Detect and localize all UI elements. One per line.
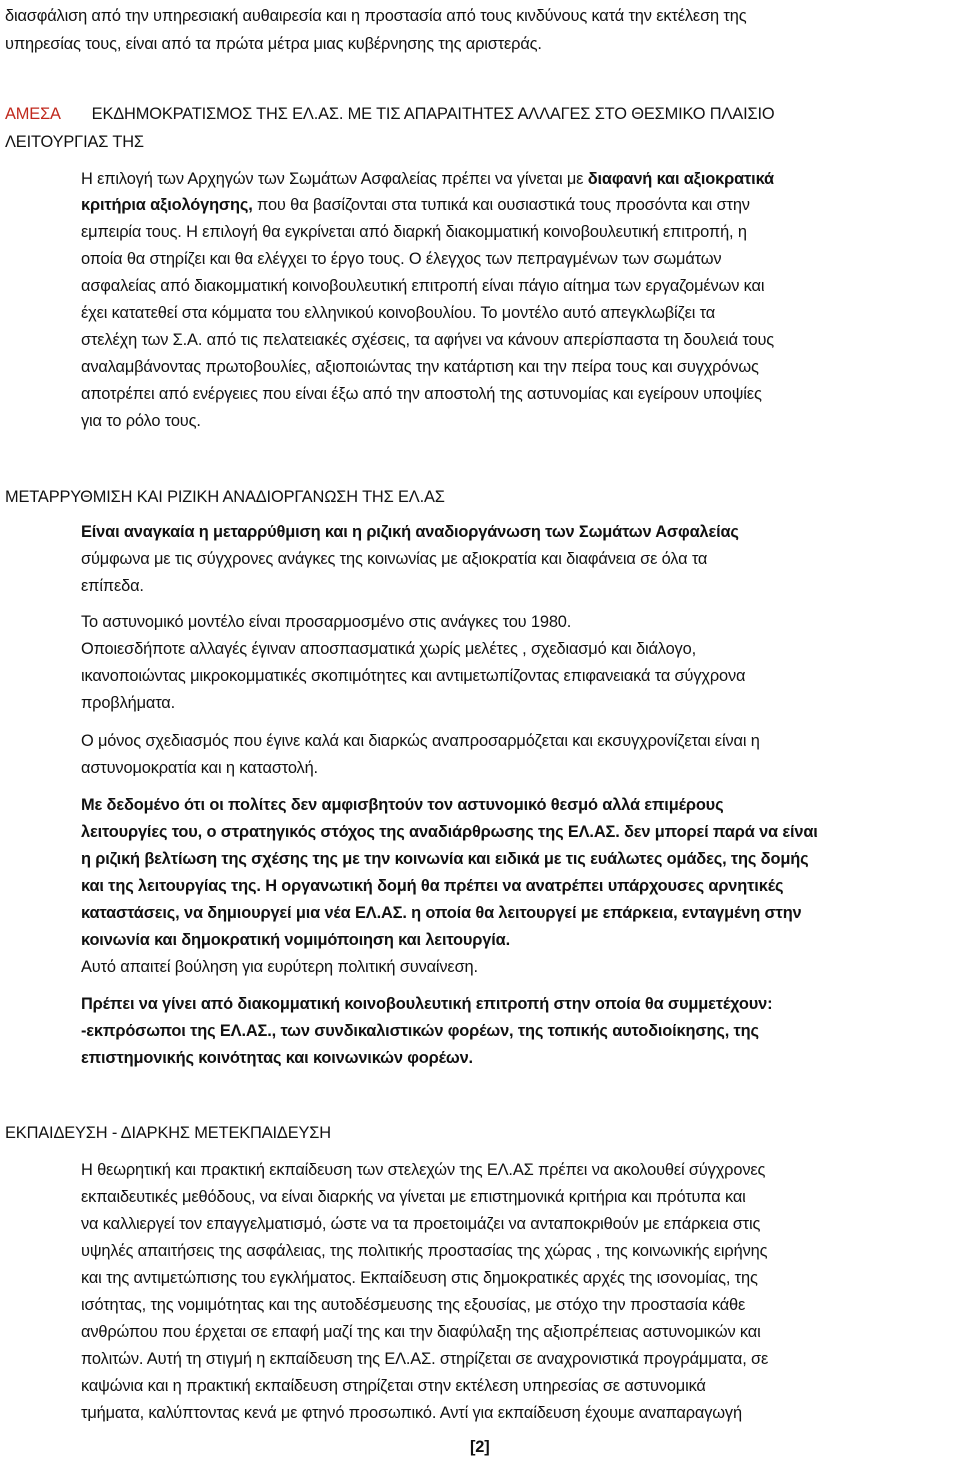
paragraph-line: ανθρώπου που έρχεται σε επαφή μαζί της και την διαφύλαξη της αξιοπρέπειας αστυνομικών και — [81, 1323, 761, 1341]
paragraph-line-bold: καταστάσεις, να δημιουργεί μια νέα ΕΛ.ΑΣ. η οποία θα λειτουργεί με επάρκεια, ενταγμένη στην — [81, 904, 802, 922]
paragraph-line: εκπαιδευτικές μεθόδους, να είναι διαρκής να γίνεται με επιστημονικά κριτήρια και πρότυπα και — [81, 1188, 746, 1206]
paragraph-line: τμήματα, καλύπτοντας κενά με φτηνό προσωπικό. Αντί για εκπαίδευση έχουμε αναπαραγωγή — [81, 1404, 742, 1422]
paragraph-line: ικανοποιώντας μικροκομματικές σκοπιμότητες και αντιμετωπίζοντας επιφανειακά τα σύγχρονα — [81, 667, 746, 685]
paragraph-line: εμπειρία τους. Η επιλογή θα εγκρίνεται από διαρκή διακομματική κοινοβουλευτική επιτροπή, η — [81, 223, 747, 241]
paragraph-line: ισότητας, της νομιμότητας και της αυτοδέσμευσης της εξουσίας, με στόχο την προστασία κάθε — [81, 1296, 746, 1314]
text-line: υπηρεσίας τους, είναι από τα πρώτα μέτρα μιας κυβέρνησης της αριστεράς. — [5, 35, 542, 53]
paragraph-line: καψώνια και η πρακτική εκπαίδευση στηρίζεται στην εκτέλεση υπηρεσίας σε αστυνομικά — [81, 1377, 706, 1395]
bold-run: κριτήρια αξιολόγησης, — [81, 196, 253, 214]
paragraph-line-bold: -εκπρόσωποι της ΕΛ.ΑΣ., των συνδικαλιστικών φορέων, της τοπικής αυτοδιοίκησης, της — [81, 1022, 759, 1040]
paragraph-line-bold: Είναι αναγκαία η μεταρρύθμιση και η ριζική αναδιοργάνωση των Σωμάτων Ασφαλείας — [81, 523, 739, 541]
paragraph-line-bold: Με δεδομένο ότι οι πολίτες δεν αμφισβητούν τον αστυνομικό θεσμό αλλά επιμέρους — [81, 796, 724, 814]
paragraph-line: προβλήματα. — [81, 694, 176, 712]
paragraph-line: πολιτών. Αυτή τη στιγμή η εκπαίδευση της ΕΛ.ΑΣ. στηρίζεται σε αναχρονιστικά προγράμματα, σε — [81, 1350, 769, 1368]
paragraph-line: Το αστυνομικό μοντέλο είναι προσαρμοσμένο στις ανάγκες του 1980. — [81, 613, 572, 631]
text-run: που θα βασίζονται στα τυπικά και ουσιαστικά τους προσόντα και στην — [252, 196, 750, 214]
paragraph-line: ασφαλείας από διακομματική κοινοβουλευτική επιτροπή είναι πάγιο αίτημα των εργαζομένων και — [81, 277, 765, 295]
paragraph-line-bold: η ριζική βελτίωση της σχέσης της με την κοινωνία και ειδικά με τις ευάλωτες ομάδες, της δομής — [81, 850, 809, 868]
section-heading: ΕΚΠΑΙΔΕΥΣΗ - ΔΙΑΡΚΗΣ ΜΕΤΕΚΠΑΙΔΕΥΣΗ — [5, 1124, 331, 1142]
paragraph-line: επίπεδα. — [81, 577, 144, 595]
paragraph-line-bold: Πρέπει να γίνει από διακομματική κοινοβουλευτική επιτροπή στην οποία θα συμμετέχουν: — [81, 995, 773, 1013]
paragraph-line: να καλλιεργεί τον επαγγελματισμό, ώστε να τα προετοιμάζει να ανταποκριθούν με επάρκεια στις — [81, 1215, 761, 1233]
paragraph-line: για το ρόλο τους. — [81, 412, 201, 430]
paragraph-line-bold: επιστημονικής κοινότητας και κοινωνικών φορέων. — [81, 1049, 473, 1067]
paragraph-line: αστυνομοκρατία και η καταστολή. — [81, 759, 318, 777]
paragraph-line: σύμφωνα με τις σύγχρονες ανάγκες της κοινωνίας με αξιοκρατία και διαφάνεια σε όλα τα — [81, 550, 708, 568]
paragraph-line: Η θεωρητική και πρακτική εκπαίδευση των στελεχών της ΕΛ.ΑΣ πρέπει να ακολουθεί σύγχρονες — [81, 1161, 766, 1179]
paragraph-line: και της αντιμετώπισης του εγκλήματος. Εκπαίδευση στις δημοκρατικές αρχές της ισονομίας, της — [81, 1269, 758, 1287]
paragraph-line-bold: λειτουργίες του, ο στρατηγικός στόχος της αναδιάρθρωσης της ΕΛ.ΑΣ. δεν μπορεί παρά να είναι — [81, 823, 818, 841]
paragraph-line: αποτρέπει από ενέργειες που είναι έξω από την αποστολή της αστυνομίας και εγείρουν υποψίες — [81, 385, 762, 403]
paragraph-line — [81, 169, 774, 189]
paragraph-line-bold: και της λειτουργίας της. Η οργανωτική δομή θα πρέπει να ανατρέπει υπάρχουσες αρνητικές — [81, 877, 784, 895]
paragraph-line: Οποιεσδήποτε αλλαγές έγιναν αποσπασματικά χωρίς μελέτες , σχεδιασμό και διάλογο, — [81, 640, 696, 658]
paragraph-line: Αυτό απαιτεί βούληση για ευρύτερη πολιτική συναίνεση. — [81, 958, 478, 976]
section-heading: ΜΕΤΑΡΡΥΘΜΙΣΗ ΚΑΙ ΡΙΖΙΚΗ ΑΝΑΔΙΟΡΓΑΝΩΣΗ ΤΗΣ ΕΛ.ΑΣ — [5, 488, 445, 506]
paragraph-line: αναλαμβάνοντας πρωτοβουλίες, αξιοποιώντας την κατάρτιση και την πείρα τους και συγχρόνως — [81, 358, 759, 376]
paragraph-line-bold: κοινωνία και δημοκρατική νομιμόποιηση και λειτουργία. — [81, 931, 510, 949]
text-line: διασφάλιση από την υπηρεσιακή αυθαιρεσία και η προστασία από τους κινδύνους κατά την εκτέλεση της — [5, 7, 747, 25]
heading-prefix: ΑΜΕΣΑ — [5, 105, 61, 123]
paragraph-line: έχει κατατεθεί στα κόμματα του ελληνικού κοινοβουλίου. Το μοντέλο αυτό απεγκλωβίζει τα — [81, 304, 716, 322]
bold-run: διαφανή και αξιοκρατικά — [587, 170, 774, 188]
paragraph-line: υψηλές απαιτήσεις της ασφάλειας, της πολιτικής προστασίας της χώρας , της κοινωνικής ειρήνης — [81, 1242, 768, 1260]
heading-text: ΕΚΔΗΜΟΚΡΑΤΙΣΜΟΣ ΤΗΣ ΕΛ.ΑΣ. ΜΕ ΤΙΣ ΑΠΑΡΑΙΤΗΤΕΣ ΑΛΛΑΓΕΣ ΣΤΟ ΘΕΣΜΙΚΟ ΠΛΑΙΣΙΟ — [91, 105, 775, 123]
paragraph-line — [81, 195, 750, 215]
paragraph-line: Ο μόνος σχεδιασμός που έγινε καλά και διαρκώς αναπροσαρμόζεται και εκσυγχρονίζεται είναι η — [81, 732, 760, 750]
paragraph-line: στελέχη των Σ.Α. από τις πελατειακές σχέσεις, τα αφήνει να κάνουν απερίσπαστα τη δουλειά τους — [81, 331, 775, 349]
page-number: [2] — [470, 1438, 490, 1456]
paragraph-line: οποία θα στηρίζει και θα ελέγχει το έργο τους. Ο έλεγχος των πεπραγμένων των σωμάτων — [81, 250, 722, 268]
section-heading — [5, 104, 774, 124]
text-run: Η επιλογή των Αρχηγών των Σωμάτων Ασφαλείας πρέπει να γίνεται με — [81, 170, 588, 188]
section-heading-line2: ΛΕΙΤΟΥΡΓΙΑΣ ΤΗΣ — [5, 133, 144, 151]
